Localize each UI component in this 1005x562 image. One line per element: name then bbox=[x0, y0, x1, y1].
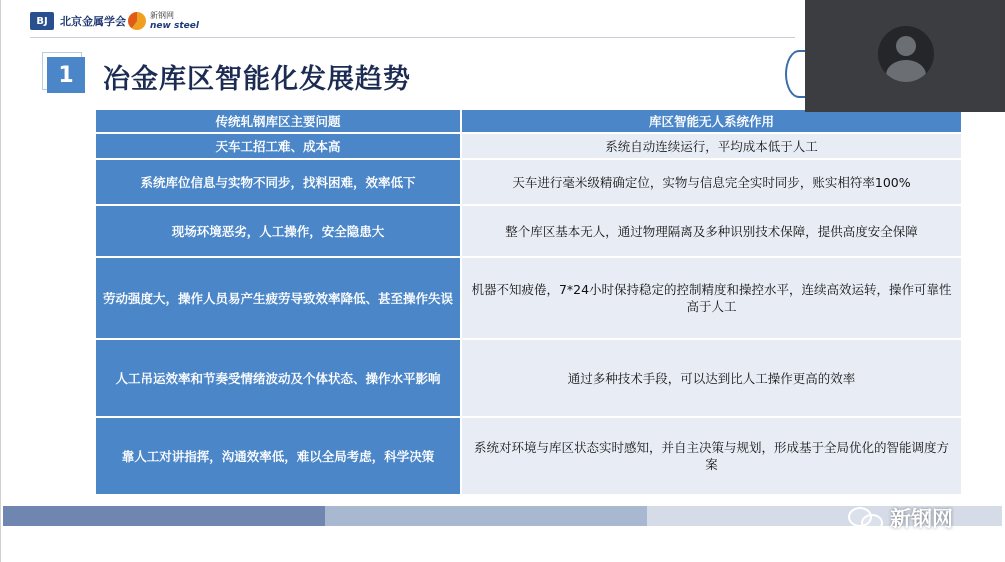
section-number: 1 bbox=[47, 57, 85, 93]
solution-cell: 天车进行毫米级精确定位，实物与信息完全实时同步，账实相符率100% bbox=[461, 159, 962, 205]
problem-cell: 现场环境恶劣，人工操作，安全隐患大 bbox=[95, 205, 461, 257]
header-problems: 传统轧钢库区主要问题 bbox=[95, 109, 461, 133]
header-solutions: 库区智能无人系统作用 bbox=[461, 109, 962, 133]
problem-cell: 靠人工对讲指挥，沟通效率低，难以全局考虑，科学决策 bbox=[95, 417, 461, 495]
slide-title: 冶金库区智能化发展趋势 bbox=[103, 64, 411, 95]
problem-cell: 人工吊运效率和节奏受情绪波动及个体状态、操作水平影响 bbox=[95, 339, 461, 417]
footer-bar-segment bbox=[325, 506, 647, 526]
table-row bbox=[95, 339, 962, 417]
problem-cell: 劳动强度大，操作人员易产生疲劳导致效率降低、甚至操作失误 bbox=[95, 257, 461, 339]
solution-cell: 整个库区基本无人，通过物理隔离及多种识别技术保障，提供高度安全保障 bbox=[461, 205, 962, 257]
table-row bbox=[95, 205, 962, 257]
new-steel-logo-cn: 新钢网 bbox=[150, 11, 174, 20]
table-row bbox=[95, 133, 962, 159]
beijing-metal-society-logo bbox=[30, 10, 126, 32]
new-steel-logo-en: new steel bbox=[150, 21, 199, 31]
table-row bbox=[95, 159, 962, 205]
bj-logo-text: 北京金属学会 bbox=[60, 15, 126, 28]
comparison-table bbox=[94, 108, 963, 496]
watermark-text: 新钢网 bbox=[890, 507, 953, 531]
footer-bar-segment bbox=[3, 506, 325, 526]
solution-cell: 系统对环境与库区状态实时感知，并自主决策与规划，形成基于全局优化的智能调度方案 bbox=[461, 417, 962, 495]
wechat-icon bbox=[848, 505, 884, 531]
table-row bbox=[95, 417, 962, 495]
solution-cell: 通过多种技术手段，可以达到比人工操作更高的效率 bbox=[461, 339, 962, 417]
watermark bbox=[848, 503, 953, 533]
solution-cell: 系统自动连续运行，平均成本低于人工 bbox=[461, 133, 962, 159]
new-steel-logo bbox=[128, 8, 199, 34]
new-steel-logo-icon bbox=[128, 12, 146, 30]
problem-cell: 系统库位信息与实物不同步，找料困难，效率低下 bbox=[95, 159, 461, 205]
solution-cell: 机器不知疲倦，7*24小时保持稳定的控制精度和操控水平，连续高效运转，操作可靠性高于人工 bbox=[461, 257, 962, 339]
window-edge bbox=[0, 0, 1, 562]
table-row bbox=[95, 257, 962, 339]
problem-cell: 天车工招工难、成本高 bbox=[95, 133, 461, 159]
table-header-row bbox=[95, 109, 962, 133]
user-avatar-icon bbox=[878, 26, 934, 82]
header-divider bbox=[30, 37, 795, 38]
bj-logo-mark: BJ bbox=[30, 12, 54, 30]
